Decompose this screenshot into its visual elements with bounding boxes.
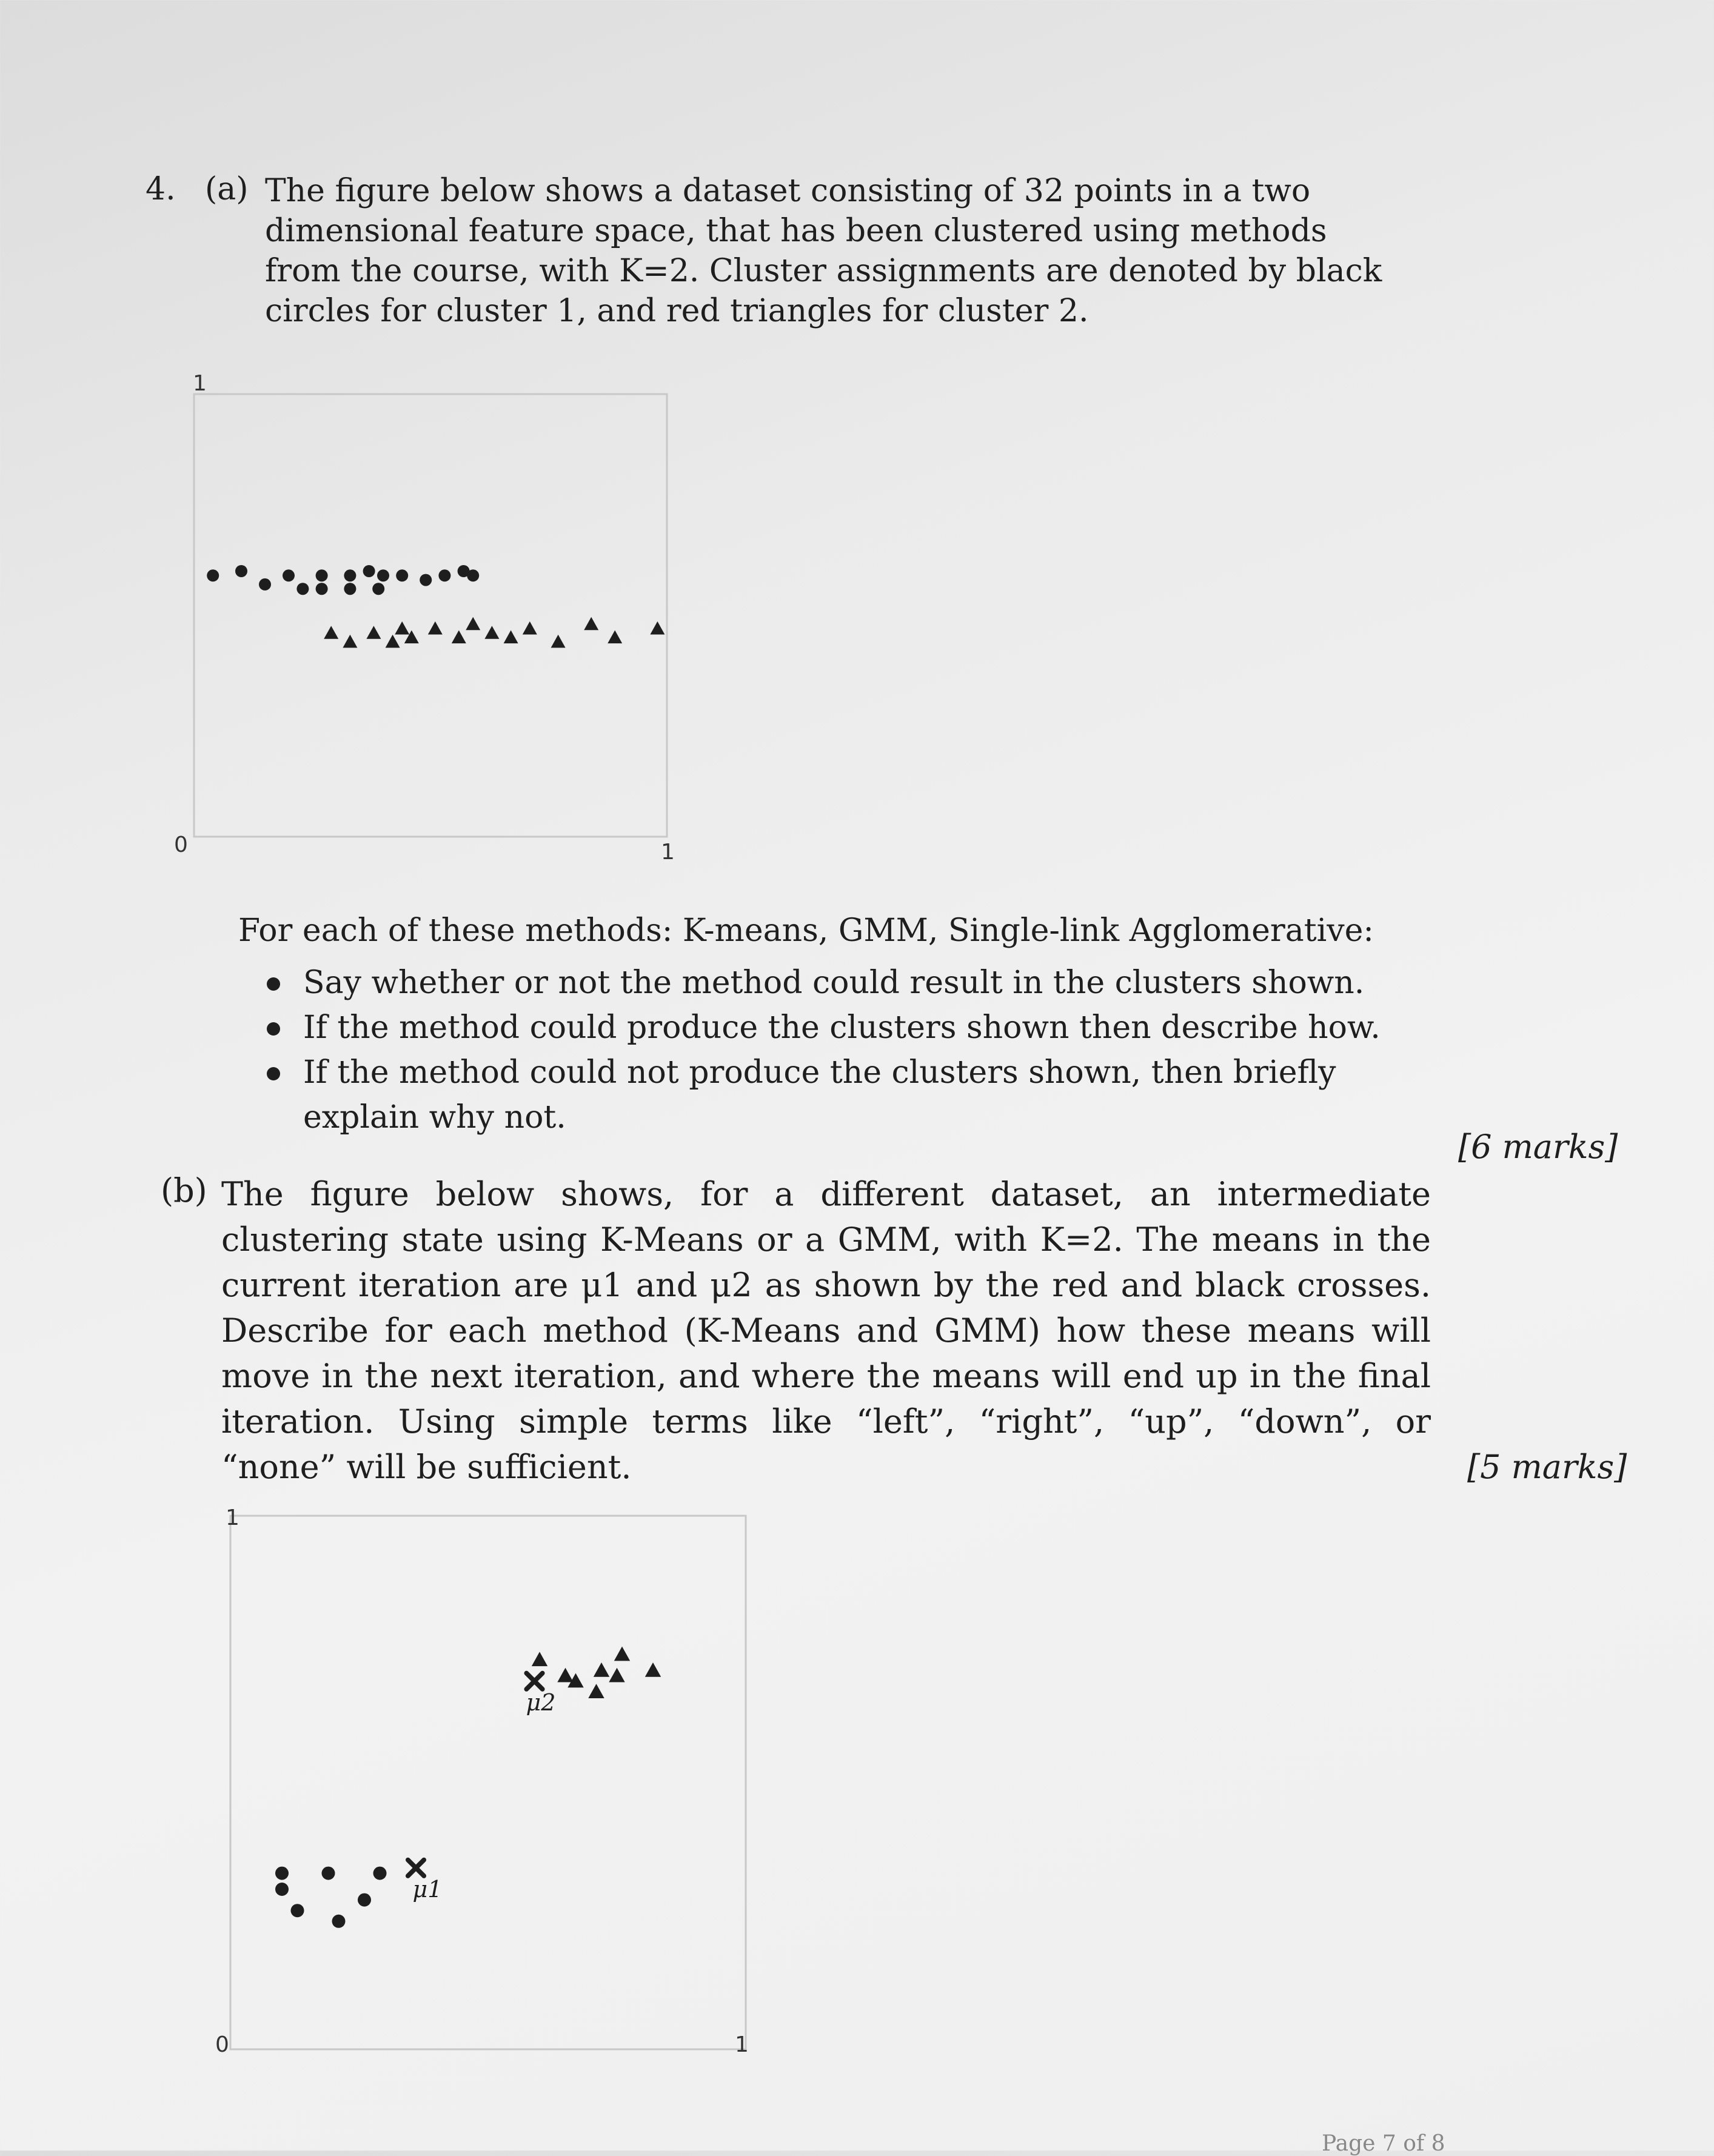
fig-b-mean-cross	[526, 1673, 542, 1689]
fig-a-circle-point	[344, 569, 356, 581]
fig-a-circle-point	[283, 569, 295, 581]
bullet-text: Say whether or not the method could result in the clusters shown.	[303, 965, 1365, 1001]
fig-a-circle-point	[207, 569, 219, 581]
bullet-icon	[267, 1022, 280, 1036]
fig-b-triangle-point	[645, 1662, 661, 1677]
fig-a-triangle-point	[584, 617, 598, 631]
fig-a-circle-point	[259, 578, 271, 591]
fig-b-circle-point	[291, 1904, 304, 1917]
methods-intro: For each of these methods: K-means, GMM, Single-link Agglomerative:	[238, 912, 1374, 949]
bullet-item	[267, 1050, 1437, 1140]
question-number: 4.	[146, 171, 176, 207]
figure-a-plot	[188, 388, 673, 843]
bullet-item	[267, 1005, 1437, 1050]
fig-a-triangle-point	[484, 626, 499, 639]
fig-a-triangle-point	[452, 631, 466, 644]
figure-a-x-tick-1: 1	[661, 840, 675, 865]
part-a-marks: [6 marks]	[1458, 1128, 1618, 1166]
fig-b-triangle-point	[588, 1684, 604, 1698]
fig-a-circle-point	[396, 569, 408, 581]
part-b-text: The figure below shows, for a different dataset, an intermediate clustering state using K-Means or a GMM, with K=2. The means in the current iteration are μ1 and μ2 as shown by the red and black crosses. Describe for each method (K-Means and GMM) how these means will move in the next iteration, and where the means will end up in the final iteration. Using simple terms like “left”, “right”, “up”, “down”, or “none” will be sufficient.	[221, 1175, 1431, 1486]
fig-a-triangle-point	[466, 617, 480, 631]
fig-b-triangle-point	[594, 1662, 609, 1677]
fig-a-triangle-point	[551, 635, 566, 648]
fig-a-circle-point	[296, 583, 309, 595]
fig-b-mean-label: μ1	[412, 1876, 443, 1903]
fig-a-circle-point	[316, 583, 328, 595]
fig-a-triangle-point	[386, 635, 400, 648]
figure-b-x-tick-1: 1	[735, 2032, 749, 2057]
bullet-list	[267, 960, 1437, 1140]
bullet-item	[267, 960, 1437, 1005]
part-b-marks: [5 marks]	[1467, 1448, 1627, 1486]
fig-a-circle-point	[235, 565, 247, 577]
fig-b-triangle-point	[609, 1668, 624, 1682]
fig-a-circle-point	[372, 583, 384, 595]
fig-a-circle-point	[438, 569, 450, 581]
fig-a-triangle-point	[343, 635, 357, 648]
fig-a-triangle-point	[366, 626, 381, 639]
bullet-text: If the method could not produce the clusters shown, then briefly explain why not.	[303, 1054, 1336, 1136]
fig-b-triangle-point	[614, 1647, 630, 1661]
bullet-text: If the method could produce the clusters shown then describe how.	[303, 1009, 1381, 1046]
fig-b-mean-label: μ2	[526, 1689, 556, 1716]
part-b-label: (b)	[161, 1171, 207, 1210]
fig-a-circle-point	[363, 565, 375, 577]
fig-b-circle-point	[275, 1867, 289, 1880]
part-a-text: The figure below shows a dataset consisting of 32 points in a two dimensional feature space, that has been clustered using methods from the course, with K=2. Cluster assignments are denoted by black circles for cluster 1, and red triangles for cluster 2.	[265, 173, 1382, 329]
figure-b-y-tick-1: 1	[226, 1505, 239, 1530]
bullet-icon	[267, 1067, 280, 1080]
fig-b-triangle-point	[532, 1652, 547, 1666]
part-a-label: (a)	[205, 171, 249, 207]
fig-a-frame	[194, 394, 667, 837]
fig-b-circle-point	[322, 1867, 335, 1880]
fig-a-triangle-point	[324, 626, 338, 639]
figure-a-y-tick-1: 1	[193, 371, 207, 396]
figure-b	[224, 1504, 758, 2061]
fig-b-circle-point	[358, 1893, 371, 1907]
fig-a-triangle-point	[504, 631, 518, 644]
figure-a-origin-tick: 0	[174, 832, 188, 857]
fig-a-triangle-point	[608, 631, 622, 644]
fig-a-circle-point	[467, 569, 479, 581]
fig-b-frame	[230, 1516, 746, 2049]
fig-b-circle-point	[373, 1867, 387, 1880]
figure-b-plot	[224, 1504, 758, 2061]
fig-a-triangle-point	[395, 621, 409, 635]
fig-b-circle-point	[332, 1915, 346, 1928]
page-footer: Page 7 of 8	[1322, 2131, 1445, 2156]
figure-a	[188, 388, 673, 843]
fig-a-circle-point	[377, 569, 389, 581]
figure-b-origin-tick: 0	[215, 2032, 229, 2057]
fig-a-circle-point	[344, 583, 356, 595]
fig-a-triangle-point	[523, 621, 537, 635]
bullet-icon	[267, 977, 280, 991]
fig-b-mean-cross	[408, 1860, 424, 1876]
fig-a-circle-point	[420, 574, 432, 586]
fig-a-triangle-point	[428, 621, 443, 635]
fig-b-circle-point	[275, 1883, 289, 1896]
fig-a-triangle-point	[650, 621, 665, 635]
fig-b-triangle-point	[557, 1668, 573, 1682]
fig-a-circle-point	[316, 569, 328, 581]
